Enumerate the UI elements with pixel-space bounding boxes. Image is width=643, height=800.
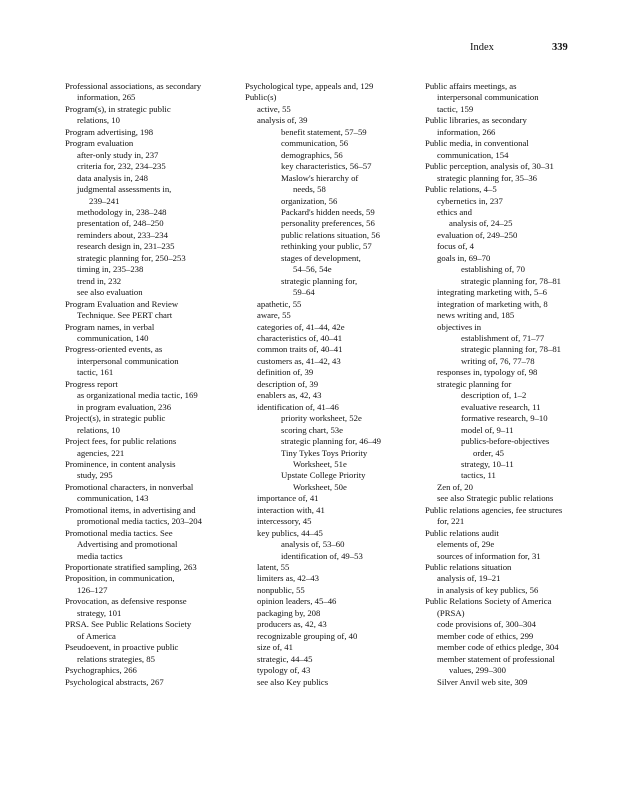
index-subentry: cybernetics in, 237 [437,195,503,206]
index-subentry: tactic, 159 [437,103,474,114]
index-subentry: intercessory, 45 [257,516,312,527]
index-subentry: timing in, 235–238 [77,264,144,275]
index-subentry: needs, 58 [293,184,326,195]
index-subentry: model of, 9–11 [461,424,514,435]
index-subentry: apathetic, 55 [257,298,302,309]
index-subentry: definition of, 39 [257,367,314,378]
index-subentry: Worksheet, 51e [293,458,347,469]
index-subentry: 59–64 [293,287,315,298]
index-entry: Pseudoevent, in proactive public [65,642,179,653]
index-subentry: Maslow's hierarchy of [281,172,359,183]
index-subentry: after-only study in, 237 [77,149,159,160]
index-subentry: strategic, 44–45 [257,653,313,664]
index-entry: PRSA. See Public Relations Society [65,619,192,630]
index-subentry: demographics, 56 [281,149,343,160]
index-subentry: opinion leaders, 45–46 [257,596,337,607]
index-subentry: of America [77,630,116,641]
index-subentry: writing of, 76, 77–78 [461,355,535,366]
index-subentry: size of, 41 [257,642,293,653]
index-subentry: priority worksheet, 52e [281,413,362,424]
index-subentry: relations strategies, 85 [77,653,155,664]
index-subentry: formative research, 9–10 [461,413,548,424]
index-subentry: importance of, 41 [257,493,319,504]
index-entry: Public relations situation [425,562,512,573]
index-subentry: promotional media tactics, 203–204 [77,516,202,527]
index-subentry: analysis of, 19–21 [437,573,501,584]
index-entry: Promotional characters, in nonverbal [65,481,194,492]
index-subentry: Worksheet, 50e [293,481,347,492]
index-subentry: evaluation of, 249–250 [437,229,518,240]
index-subentry: Upstate College Priority [281,470,366,481]
index-entry: Proportionate stratified sampling, 263 [65,562,197,573]
index-subentry: strategy, 10–11 [461,458,514,469]
index-subentry: public relations situation, 56 [281,229,380,240]
page-header [0,42,643,56]
index-subentry: see also Key publics [257,676,329,687]
index-subentry: communication, 143 [77,493,149,504]
index-subentry: ethics and [437,206,472,217]
index-subentry: establishment of, 71–77 [461,332,545,343]
index-entry: Project fees, for public relations [65,436,177,447]
index-subentry: member code of ethics pledge, 304 [437,642,559,653]
index-subentry: common traits of, 40–41 [257,344,343,355]
index-subentry: scoring chart, 53e [281,424,343,435]
index-subentry: identification of, 41–46 [257,401,339,412]
index-subentry: personality preferences, 56 [281,218,375,229]
index-subentry: evaluative research, 11 [461,401,541,412]
index-entry: Progress report [65,378,118,389]
index-entry: Public relations agencies, fee structures [425,504,563,515]
index-subentry: in analysis of key publics, 56 [437,584,539,595]
index-subentry: strategic planning for, 46–49 [281,436,382,447]
index-subentry: elements of, 29e [437,539,495,550]
index-entry: Psychographics, 266 [65,665,137,676]
index-entry: Public libraries, as secondary [425,115,527,126]
index-subentry: communication, 140 [77,332,149,343]
page-number: 339 [552,42,568,53]
index-subentry: strategic planning for, 78–81 [461,344,562,355]
index-subentry: methodology in, 238–248 [77,206,167,217]
index-entry: Public(s) [245,92,277,103]
index-subentry: judgmental assessments in, [77,184,172,195]
index-subentry: publics-before-objectives [461,436,550,447]
index-subentry: member code of ethics, 299 [437,630,534,641]
index-subentry: responses in, typology of, 98 [437,367,538,378]
index-subentry: Silver Anvil web site, 309 [437,676,528,687]
index-subentry: member statement of professional [437,653,555,664]
index-entry: Public Relations Society of America [425,596,552,607]
index-subentry: nonpublic, 55 [257,584,305,595]
index-subentry: Technique. See PERT chart [77,310,173,321]
index-subentry: 239–241 [89,195,120,206]
index-subentry: producers as, 42, 43 [257,619,327,630]
index-subentry: study, 295 [77,470,113,481]
index-subentry: strategic planning for, [281,275,358,286]
index-subentry: strategic planning for, 78–81 [461,275,562,286]
index-subentry: interaction with, 41 [257,504,325,515]
index-subentry: relations, 10 [77,424,120,435]
index-subentry: order, 45 [473,447,505,458]
index-entry: Prominence, in content analysis [65,458,176,469]
index-entry: Public affairs meetings, as [425,81,517,91]
index-subentry: information, 266 [437,126,496,137]
index-subentry: categories of, 41–44, 42e [257,321,345,332]
index-subentry: packaging by, 208 [257,607,321,618]
index-subentry: typology of, 43 [257,665,311,676]
index-entry: Program evaluation [65,138,134,149]
index-subentry: customers as, 41–42, 43 [257,355,341,366]
index-entry: Public relations audit [425,527,499,538]
index-subentry: recognizable grouping of, 40 [257,630,358,641]
index-subentry: trend in, 232 [77,275,122,286]
index-subentry: Tiny Tykes Toys Priority [281,447,368,458]
index-entry: Public relations, 4–5 [425,184,497,195]
index-subentry: communication, 56 [281,138,349,149]
index-subentry: analysis of, 24–25 [449,218,513,229]
index-subentry: goals in, 69–70 [437,252,491,263]
index-subentry: limiters as, 42–43 [257,573,320,584]
index-entry: Promotional items, in advertising and [65,504,196,515]
index-entry: Project(s), in strategic public [65,413,166,424]
index-entry: Provocation, as defensive response [65,596,187,607]
index-subentry: aware, 55 [257,310,291,321]
index-subentry: description of, 39 [257,378,319,389]
index-subentry: analysis of, 39 [257,115,308,126]
index-subentry: description of, 1–2 [461,390,527,401]
index-column-1 [65,81,235,688]
index-subentry: reminders about, 233–234 [77,229,168,240]
index-column-2 [245,81,415,688]
index-subentry: in program evaluation, 236 [77,401,172,412]
index-subentry: code provisions of, 300–304 [437,619,536,630]
index-subentry: enablers as, 42, 43 [257,390,322,401]
index-subentry: stages of development, [281,252,361,263]
index-entry: Public media, in conventional [425,138,529,149]
index-subentry: criteria for, 232, 234–235 [77,161,166,172]
index-subentry: tactic, 161 [77,367,114,378]
index-subentry: Advertising and promotional [77,539,178,550]
index-subentry: strategic planning for, 35–36 [437,172,538,183]
index-subentry: information, 265 [77,92,136,103]
index-subentry: 54–56, 54e [293,264,332,275]
index-subentry: integration of marketing with, 8 [437,298,548,309]
index-entry: Psychological type, appeals and, 129 [245,81,374,91]
index-subentry: key characteristics, 56–57 [281,161,372,172]
index-subentry: analysis of, 53–60 [281,539,345,550]
index-entry: Program Evaluation and Review [65,298,179,309]
index-entry: Professional associations, as secondary [65,81,202,91]
index-subentry: rethinking your public, 57 [281,241,372,252]
index-subentry: values, 299–300 [449,665,506,676]
index-subentry: interpersonal communication [77,355,179,366]
index-subentry: strategic planning for [437,378,512,389]
index-subentry: (PRSA) [437,607,465,618]
index-subentry: relations, 10 [77,115,120,126]
index-subentry: news writing and, 185 [437,310,515,321]
index-subentry: sources of information for, 31 [437,550,541,561]
index-subentry: organization, 56 [281,195,338,206]
index-subentry: identification of, 49–53 [281,550,363,561]
index-subentry: see also Strategic public relations [437,493,554,504]
index-entry: Program(s), in strategic public [65,103,171,114]
index-subentry: for, 221 [437,516,465,527]
index-subentry: strategy, 101 [77,607,122,618]
index-subentry: active, 55 [257,103,291,114]
index-subentry: communication, 154 [437,149,509,160]
index-subentry: integrating marketing with, 5–6 [437,287,548,298]
index-entry: Proposition, in communication, [65,573,175,584]
index-subentry: focus of, 4 [437,241,474,252]
index-subentry: interpersonal communication [437,92,539,103]
index-subentry: tactics, 11 [461,470,496,481]
index-subentry: benefit statement, 57–59 [281,126,367,137]
index-subentry: research design in, 231–235 [77,241,175,252]
index-subentry: strategic planning for, 250–253 [77,252,186,263]
index-column-3 [425,81,605,688]
index-subentry: establishing of, 70 [461,264,525,275]
index-subentry: characteristics of, 40–41 [257,332,343,343]
index-subentry: latent, 55 [257,562,290,573]
index-subentry: key publics, 44–45 [257,527,323,538]
index-subentry: presentation of, 248–250 [77,218,164,229]
running-head: Index [470,42,494,53]
index-subentry: 126–127 [77,584,108,595]
index-entry: Progress-oriented events, as [65,344,163,355]
index-entry: Program names, in verbal [65,321,155,332]
index-subentry: agencies, 221 [77,447,125,458]
index-subentry: Packard's hidden needs, 59 [281,206,375,217]
index-entry: Program advertising, 198 [65,126,154,137]
index-subentry: data analysis in, 248 [77,172,148,183]
index-subentry: media tactics [77,550,123,561]
index-subentry: objectives in [437,321,482,332]
index-subentry: Zen of, 20 [437,481,473,492]
index-entry: Promotional media tactics. See [65,527,173,538]
index-subentry: as organizational media tactic, 169 [77,390,198,401]
index-entry: Psychological abstracts, 267 [65,676,164,687]
index-subentry: see also evaluation [77,287,143,298]
index-entry: Public perception, analysis of, 30–31 [425,161,554,172]
